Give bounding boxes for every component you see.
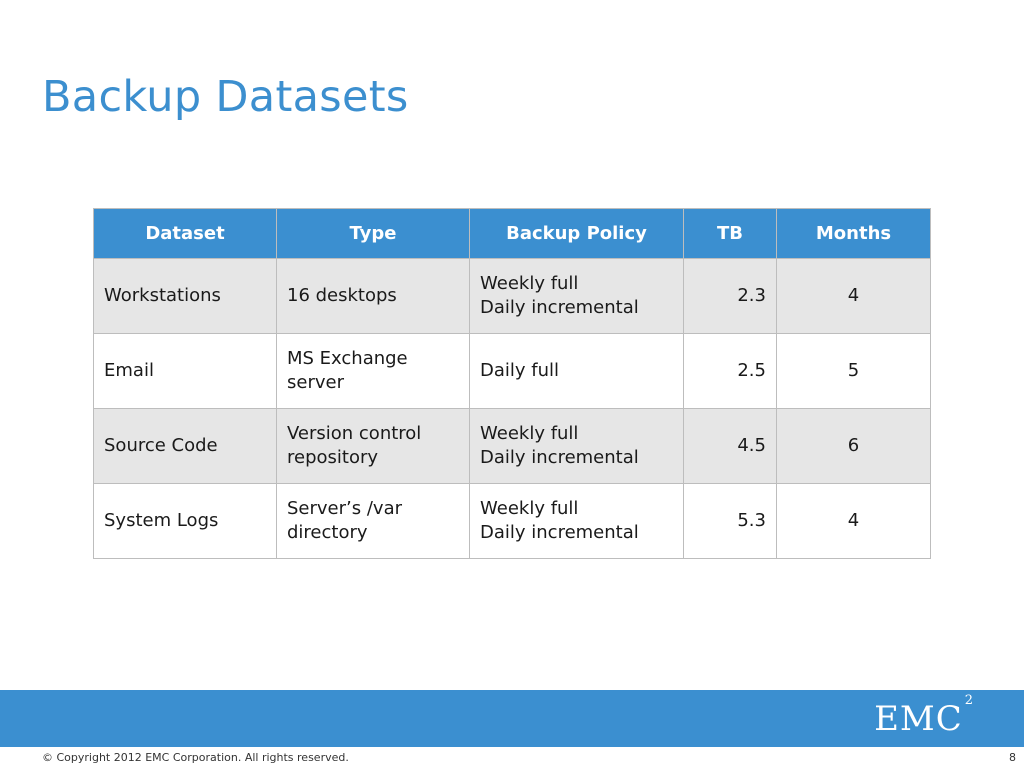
cell-months: 5 — [777, 334, 931, 409]
emc-logo — [874, 692, 974, 739]
copyright-notice: © Copyright 2012 EMC Corporation. All rights reserved. — [42, 751, 349, 764]
cell-type — [277, 334, 470, 409]
cell-months: 4 — [777, 259, 931, 334]
header-backup-policy: Backup Policy — [470, 209, 684, 259]
cell-dataset: Email — [94, 334, 277, 409]
cell-tb: 2.3 — [684, 259, 777, 334]
cell-type-line: server — [287, 372, 344, 393]
cell-tb: 2.5 — [684, 334, 777, 409]
cell-policy-line: Weekly full — [480, 273, 579, 294]
cell-type-line: MS Exchange — [287, 348, 408, 369]
cell-tb: 4.5 — [684, 409, 777, 484]
footer-bar — [0, 690, 1024, 747]
table-row — [94, 484, 931, 559]
cell-policy-line: Daily full — [480, 360, 560, 381]
cell-type — [277, 484, 470, 559]
cell-type-line: Version control — [287, 423, 422, 444]
cell-policy — [470, 409, 684, 484]
cell-policy-line: Daily incremental — [480, 447, 639, 468]
cell-type — [277, 409, 470, 484]
cell-policy-line: Daily incremental — [480, 297, 639, 318]
logo-text: EMC — [874, 699, 963, 739]
cell-policy-line: Weekly full — [480, 498, 579, 519]
header-dataset: Dataset — [94, 209, 277, 259]
cell-type-line: Server’s /var — [287, 498, 402, 519]
table-header-row — [94, 209, 931, 259]
table-row — [94, 334, 931, 409]
table-row — [94, 259, 931, 334]
cell-type-line: repository — [287, 447, 379, 468]
header-months: Months — [777, 209, 931, 259]
cell-months: 6 — [777, 409, 931, 484]
cell-type-line: 16 desktops — [287, 285, 397, 306]
dataset-table-container — [93, 208, 931, 559]
cell-policy — [470, 334, 684, 409]
cell-tb: 5.3 — [684, 484, 777, 559]
cell-months: 4 — [777, 484, 931, 559]
backup-datasets-table — [93, 208, 931, 559]
slide-title: Backup Datasets — [42, 72, 409, 122]
header-type: Type — [277, 209, 470, 259]
cell-policy-line: Weekly full — [480, 423, 579, 444]
header-tb: TB — [684, 209, 777, 259]
cell-policy — [470, 259, 684, 334]
cell-type — [277, 259, 470, 334]
table-row — [94, 409, 931, 484]
cell-dataset: Source Code — [94, 409, 277, 484]
cell-dataset: System Logs — [94, 484, 277, 559]
cell-type-line: directory — [287, 522, 368, 543]
page-number: 8 — [1009, 751, 1016, 764]
cell-policy — [470, 484, 684, 559]
cell-policy-line: Daily incremental — [480, 522, 639, 543]
cell-dataset: Workstations — [94, 259, 277, 334]
logo-superscript: 2 — [964, 692, 974, 708]
